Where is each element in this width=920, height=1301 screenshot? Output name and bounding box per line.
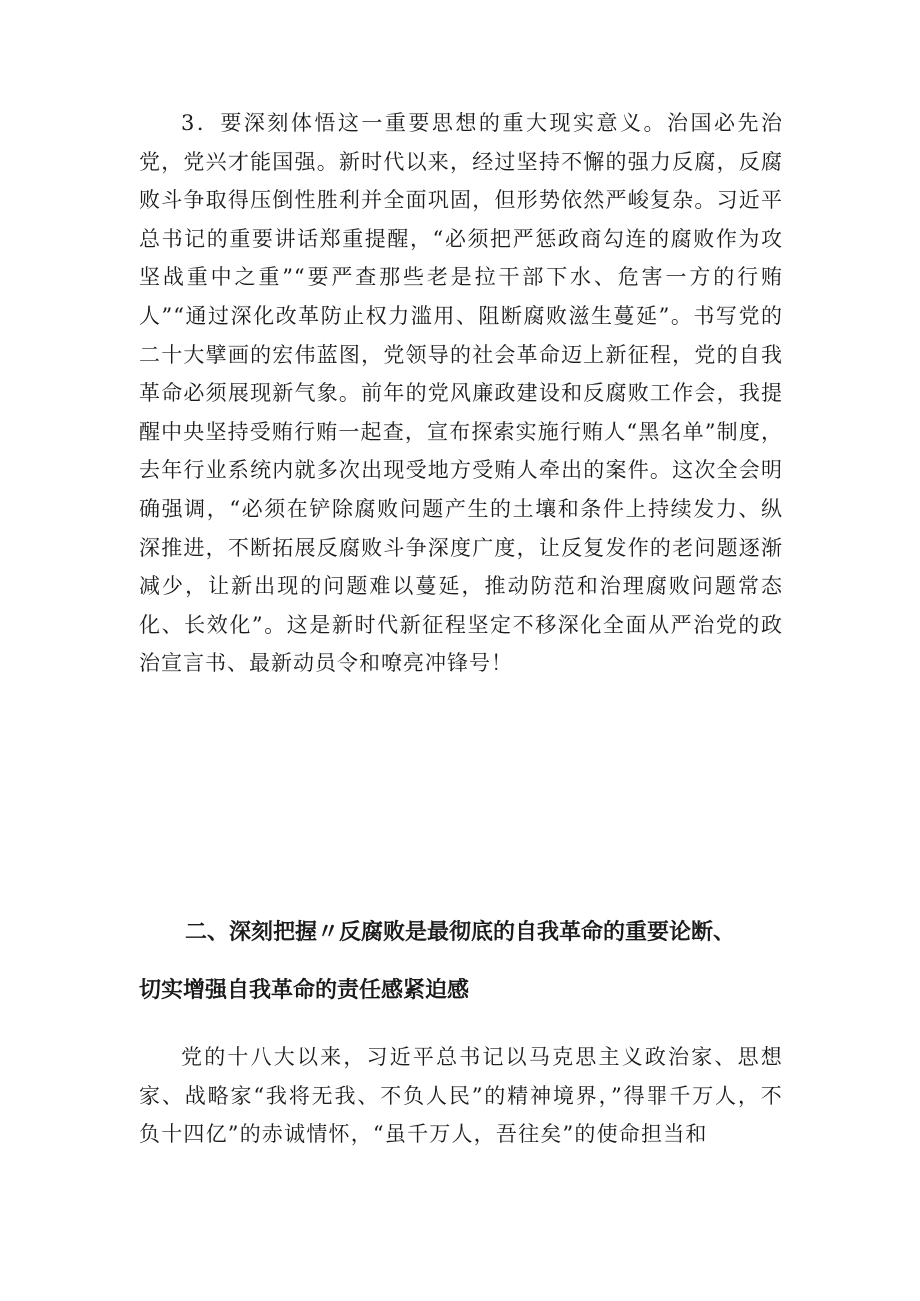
section-heading-line-2: 切实增强自我革命的责任感紧迫感: [139, 978, 470, 1003]
section-heading: [139, 904, 799, 1020]
body-paragraph-section-2-intro: 党的十八大以来，习近平总书记以马克思主义政治家、思想家、战略家“我将无我、不负人民”的精神境界，”得罪千万人，不负十四亿”的赤诚情怀，“虽千万人，吾往矣”的使命担当和: [139, 1045, 783, 1147]
section-heading-line-1: 二、深刻把握〃反腐败是最彻底的自我革命的重要论断、: [185, 920, 736, 945]
body-paragraph-section-3: 3．要深刻体悟这一重要思想的重大现实意义。治国必先治党，党兴才能国强。新时代以来，经过坚持不懈的强力反腐，反腐败斗争取得压倒性胜利并全面巩固，但形势依然严峻复杂。习近平总书记的重要讲话郑重提醒，“必须把严惩政商勾连的腐败作为攻坚战重中之重”“要严查那些老是拉干部下水、危害一方的行贿人”“通过深化改革防止权力滥用、阻断腐败滋生蔓延”。书写党的二十大擘画的宏伟蓝图，党领导的社会革命迈上新征程，党的自我革命必须展现新气象。前年的党风廉政建设和反腐败工作会，我提醒中央坚持受贿行贿一起查，宣布探索实施行贿人“黑名单”制度，去年行业系统内就多次出现受地方受贿人牵出的案件。这次全会明确强调，“必须在铲除腐败问题产生的土壤和条件上持续发力、纵深推进，不断拓展反腐败斗争深度广度，让反复发作的老问题逐渐减少，让新出现的问题难以蔓延，推动防范和治理腐败问题常态化、长效化”。这是新时代新征程坚定不移深化全面从严治党的政治宣言书、最新动员令和嘹亮冲锋号！: [139, 111, 783, 676]
